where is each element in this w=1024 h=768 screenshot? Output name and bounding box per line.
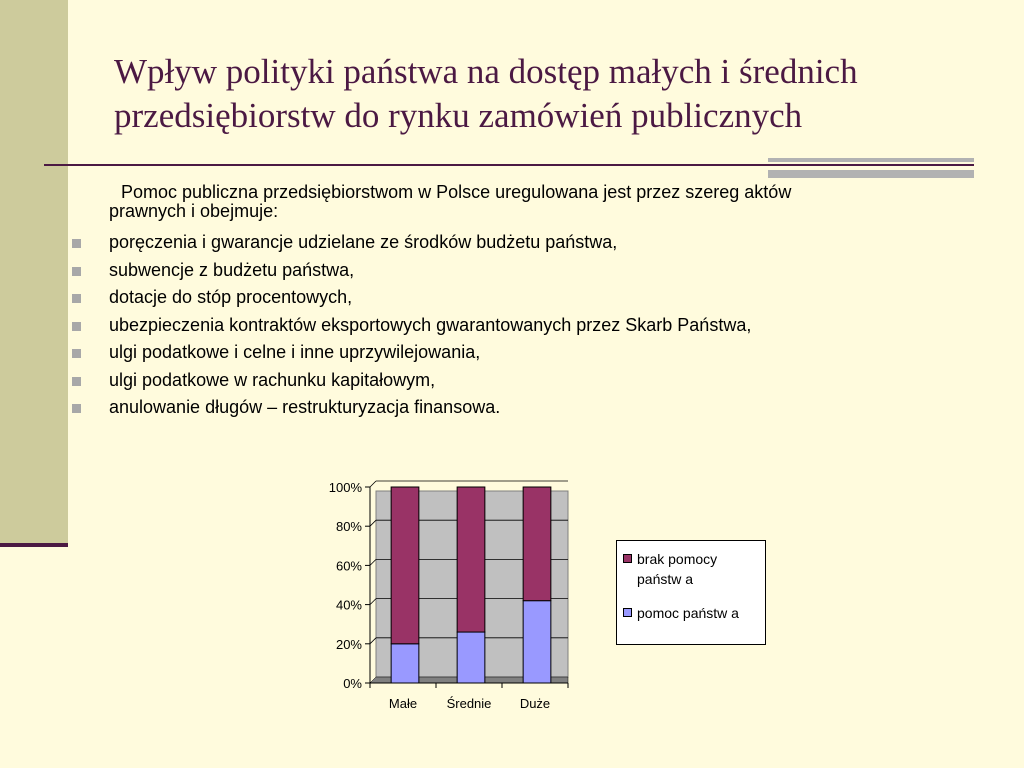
bullet-square-icon [72, 239, 81, 248]
left-decorative-band [0, 0, 68, 545]
bullet-item [72, 229, 972, 257]
title-divider [44, 164, 974, 166]
bullet-square-icon [72, 377, 81, 386]
bar-segment [457, 632, 485, 683]
y-tick-label: 80% [335, 519, 362, 535]
bar-segment [523, 601, 551, 683]
gridline-diagonal [370, 520, 376, 526]
bar-segment [457, 487, 485, 632]
bullet-square-icon [72, 404, 81, 413]
bullet-item [72, 284, 972, 312]
bullet-item [72, 312, 972, 340]
y-tick-label: 20% [335, 636, 362, 652]
y-tick-label: 60% [335, 558, 362, 574]
bullet-square-icon [72, 322, 81, 331]
legend-label: pomoc państw a [637, 605, 739, 621]
gridline-diagonal [370, 599, 376, 605]
legend-label-line-2: państw a [637, 571, 694, 587]
bullet-list [72, 229, 972, 422]
bullet-item [72, 257, 972, 285]
chart-legend [616, 540, 766, 645]
bullet-text: subwencje z budżetu państwa, [109, 259, 355, 280]
bar-segment [523, 487, 551, 601]
x-category-label: Małe [388, 696, 418, 711]
x-category-label: Średnie [446, 696, 492, 711]
bullet-item [72, 394, 972, 422]
left-band-underline [0, 543, 68, 547]
legend-swatch-brak-pomocy [623, 554, 632, 563]
intro-paragraph [109, 183, 979, 221]
y-tick-label: 40% [335, 597, 362, 613]
bullet-item [72, 367, 972, 395]
legend-label-line-1: brak pomocy [637, 551, 718, 567]
slide-title: Wpływ polityki państwa na dostęp małych i średnich przedsiębiorstw do rynku zamówień publicznych [114, 52, 858, 135]
bullet-text: ulgi podatkowe w rachunku kapitałowym, [109, 369, 436, 390]
legend-item-pomoc [623, 603, 739, 623]
title-accent-bar-lower [768, 170, 974, 178]
chart-canvas [300, 470, 600, 720]
y-tick-label: 100% [328, 480, 362, 495]
gridline-diagonal [370, 559, 376, 565]
bullet-square-icon [72, 267, 81, 276]
y-tick-label: 0% [343, 676, 362, 691]
bullet-text: ulgi podatkowe i celne i inne uprzywilejowania, [109, 342, 481, 362]
title-accent-bar [768, 158, 974, 162]
intro-line-2: prawnych i obejmuje: [109, 201, 279, 221]
stacked-bar-chart [300, 470, 780, 720]
gridline-diagonal [370, 638, 376, 644]
bullet-text: dotacje do stóp procentowych, [109, 287, 353, 307]
intro-line-1: Pomoc publiczna przedsiębiorstwom w Polsce uregulowana jest przez szereg aktów [121, 182, 792, 202]
x-category-label: Duże [519, 696, 551, 711]
gridline-diagonal [370, 481, 376, 487]
legend-item-brak-pomocy [623, 549, 717, 589]
bullet-text: ubezpieczenia kontraktów eksportowych gwarantowanych przez Skarb Państwa, [109, 314, 752, 335]
legend-swatch-pomoc [623, 608, 632, 617]
bullet-square-icon [72, 349, 81, 358]
bullet-text: poręczenia i gwarancje udzielane ze środków budżetu państwa, [109, 232, 618, 252]
bar-segment [391, 487, 419, 644]
bar-segment [391, 644, 419, 683]
bullet-text: anulowanie długów – restrukturyzacja finansowa. [109, 397, 501, 417]
bullet-item [72, 339, 972, 367]
bullet-square-icon [72, 294, 81, 303]
